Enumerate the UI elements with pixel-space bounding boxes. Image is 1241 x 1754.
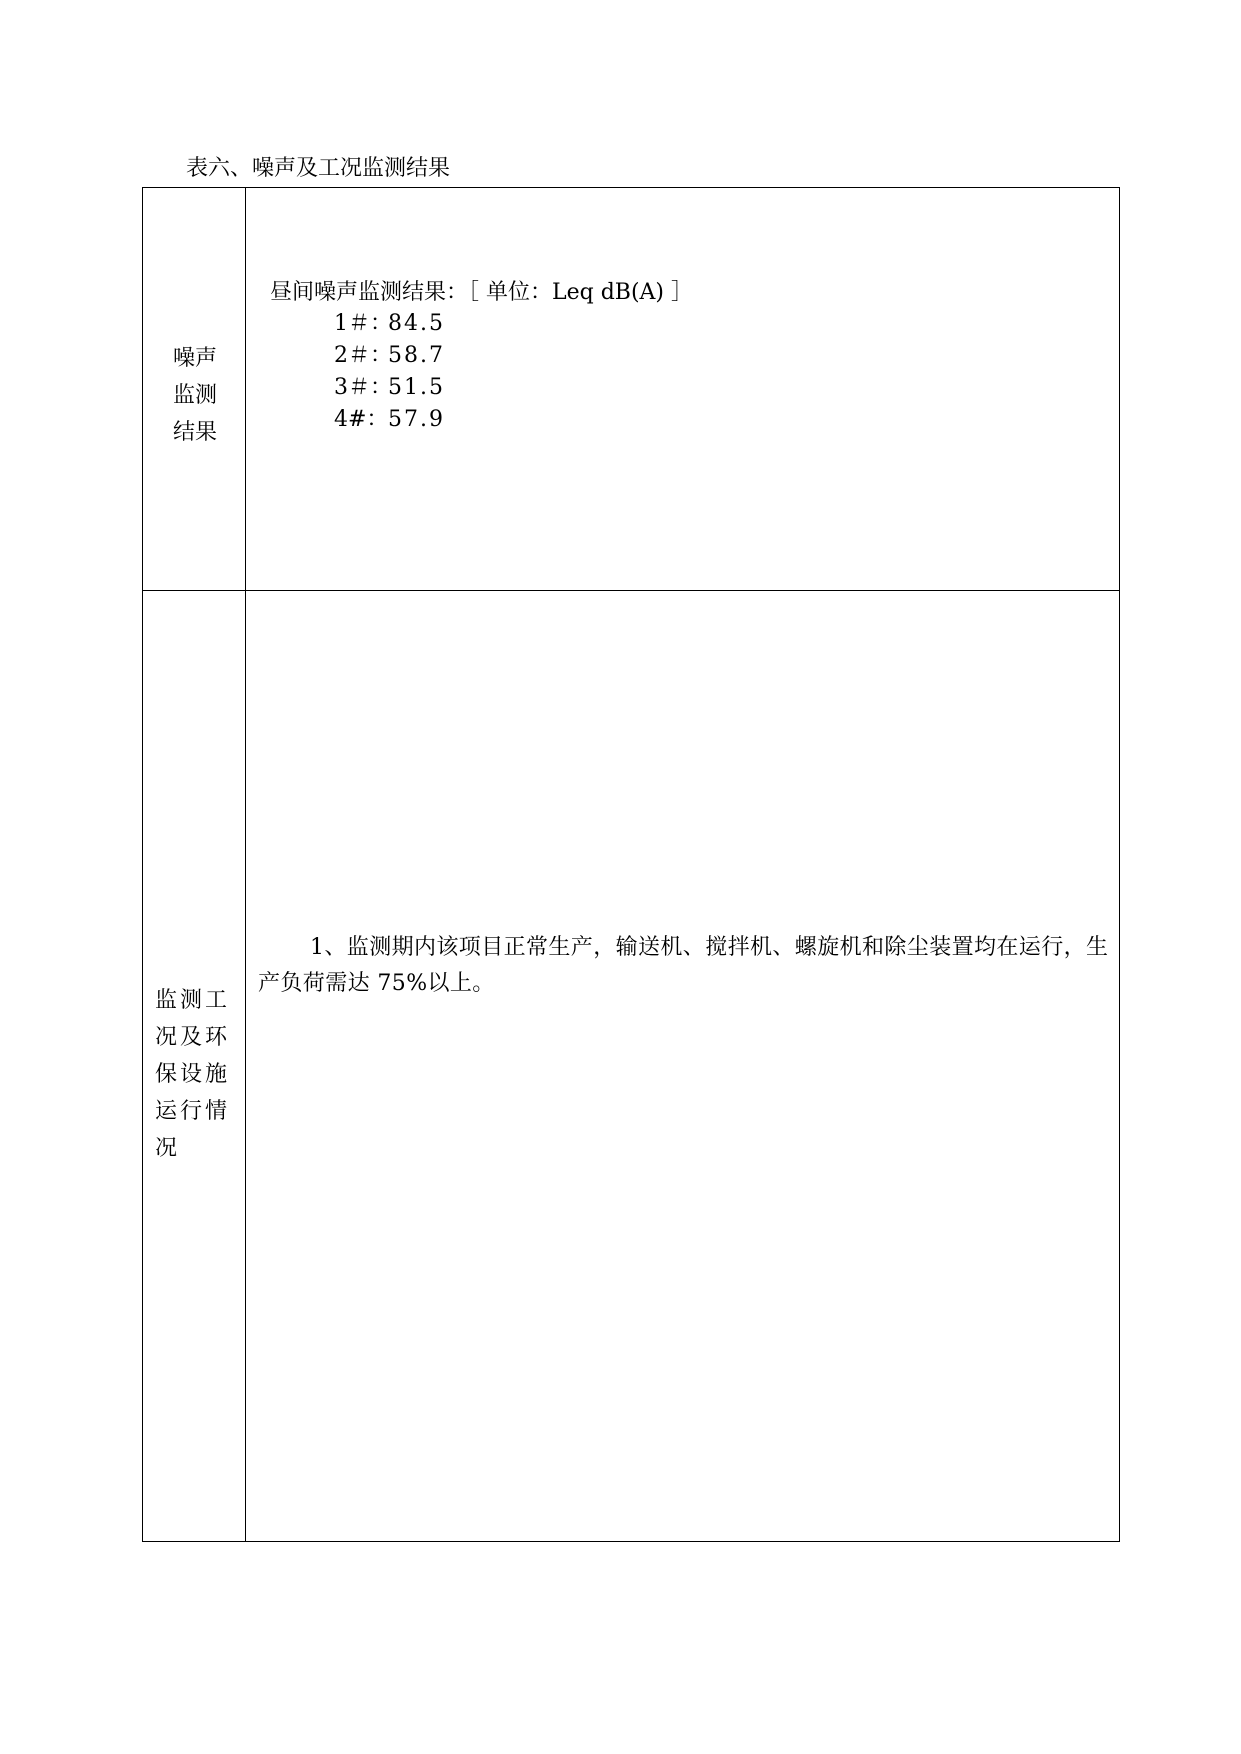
noise-label-cell xyxy=(143,188,246,590)
noise-heading: 昼间噪声监测结果：［ 单位：Leq dB(A) ］ xyxy=(270,280,693,305)
reading-point: 3＃： xyxy=(334,375,392,400)
reading-value: 57.9 xyxy=(388,407,445,432)
reading-point: 1＃： xyxy=(334,311,392,336)
noise-content-cell xyxy=(246,188,1119,590)
table-caption: 表六、噪声及工况监测结果 xyxy=(186,156,451,181)
noise-reading-1 xyxy=(334,311,445,337)
noise-label: 噪声监测结果 xyxy=(172,346,217,445)
noise-reading-4 xyxy=(334,407,445,433)
noise-reading-3 xyxy=(334,375,445,401)
operations-row xyxy=(143,591,1119,1541)
reading-value: 58.7 xyxy=(388,343,445,368)
operations-label: 监测工况及环保设施运行情况 xyxy=(155,988,231,1161)
reading-point: 2＃： xyxy=(334,343,392,368)
operations-text: 1、监测期内该项目正常生产，输送机、搅拌机、螺旋机和除尘装置均在运行，生产负荷需达 75%以上。 xyxy=(258,935,1109,996)
noise-row xyxy=(143,188,1119,591)
reading-value: 84.5 xyxy=(388,311,445,336)
operations-label-cell xyxy=(143,591,246,1541)
reading-value: 51.5 xyxy=(388,375,445,400)
reading-point: 4#： xyxy=(334,407,389,432)
results-table xyxy=(142,187,1120,1542)
noise-reading-2 xyxy=(334,343,445,369)
operations-content-cell xyxy=(246,591,1119,1541)
